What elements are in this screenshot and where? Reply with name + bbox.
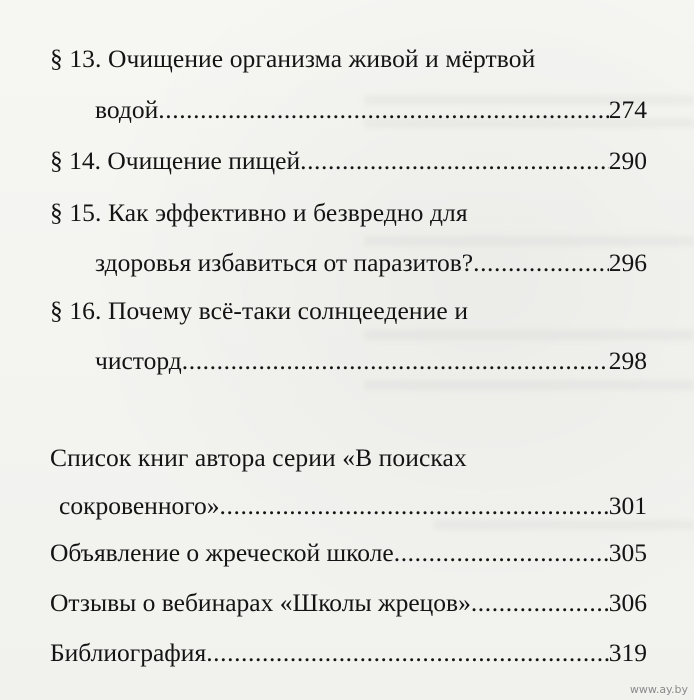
toc-entry-reviews-title: Отзывы о вебинарах «Школы жрецов» <box>50 588 471 617</box>
dot-leader <box>471 588 609 618</box>
dot-leader <box>394 538 609 568</box>
toc-entry-13-continuation: водой <box>95 95 159 124</box>
dot-leader <box>182 346 609 376</box>
toc-entry-16-page: 298 <box>608 346 647 375</box>
toc-entry-books-title: Список книг автора серии «В поисках <box>50 443 467 472</box>
toc-entry-bibliography-title: Библиография <box>50 638 207 667</box>
toc-entry-14-page: 290 <box>608 146 647 175</box>
toc-entry-reviews-page: 306 <box>608 588 647 617</box>
toc-entry-13-page: 274 <box>608 95 647 124</box>
dot-leader <box>300 146 609 176</box>
toc-entry-15-title: § 15. Как эффективно и безвредно для <box>50 198 468 227</box>
bleed-through-shadow <box>434 520 694 530</box>
toc-entry-books-continuation: сокровенного» <box>59 491 220 520</box>
toc-entry-reviews <box>50 588 647 618</box>
toc-entry-14 <box>50 146 647 176</box>
dot-leader <box>220 491 609 521</box>
toc-entry-books-page: 301 <box>608 491 647 520</box>
toc-entry-announcement-title: Объявление о жреческой школе <box>50 538 394 567</box>
toc-entry-15-continuation: здоровья избавиться от паразитов? <box>95 248 474 277</box>
toc-entry-announcement <box>50 538 647 568</box>
toc-entry-13-title: § 13. Очищение организма живой и мёртвой <box>50 44 536 73</box>
bleed-through-shadow <box>364 330 694 340</box>
bleed-through-shadow <box>364 236 694 246</box>
toc-entry-15-page: 296 <box>608 248 647 277</box>
dot-leader <box>158 95 608 125</box>
toc-entry-books <box>59 491 647 521</box>
site-watermark: www.ay.by <box>629 683 688 696</box>
toc-entry-15 <box>95 248 647 278</box>
dot-leader <box>473 248 609 278</box>
toc-entry-13 <box>95 95 647 125</box>
toc-entry-16-title: § 16. Почему всё-таки солнцеедение и <box>50 296 469 325</box>
toc-entry-bibliography-page: 319 <box>608 638 647 667</box>
toc-entry-16-continuation: чисторд <box>95 346 182 375</box>
toc-entry-announcement-page: 305 <box>608 538 647 567</box>
toc-entry-bibliography <box>50 638 647 668</box>
toc-entry-16 <box>95 346 647 376</box>
toc-entry-14-title: § 14. Очищение пищей <box>50 146 301 175</box>
bleed-through-shadow <box>364 380 694 390</box>
dot-leader <box>206 638 609 668</box>
